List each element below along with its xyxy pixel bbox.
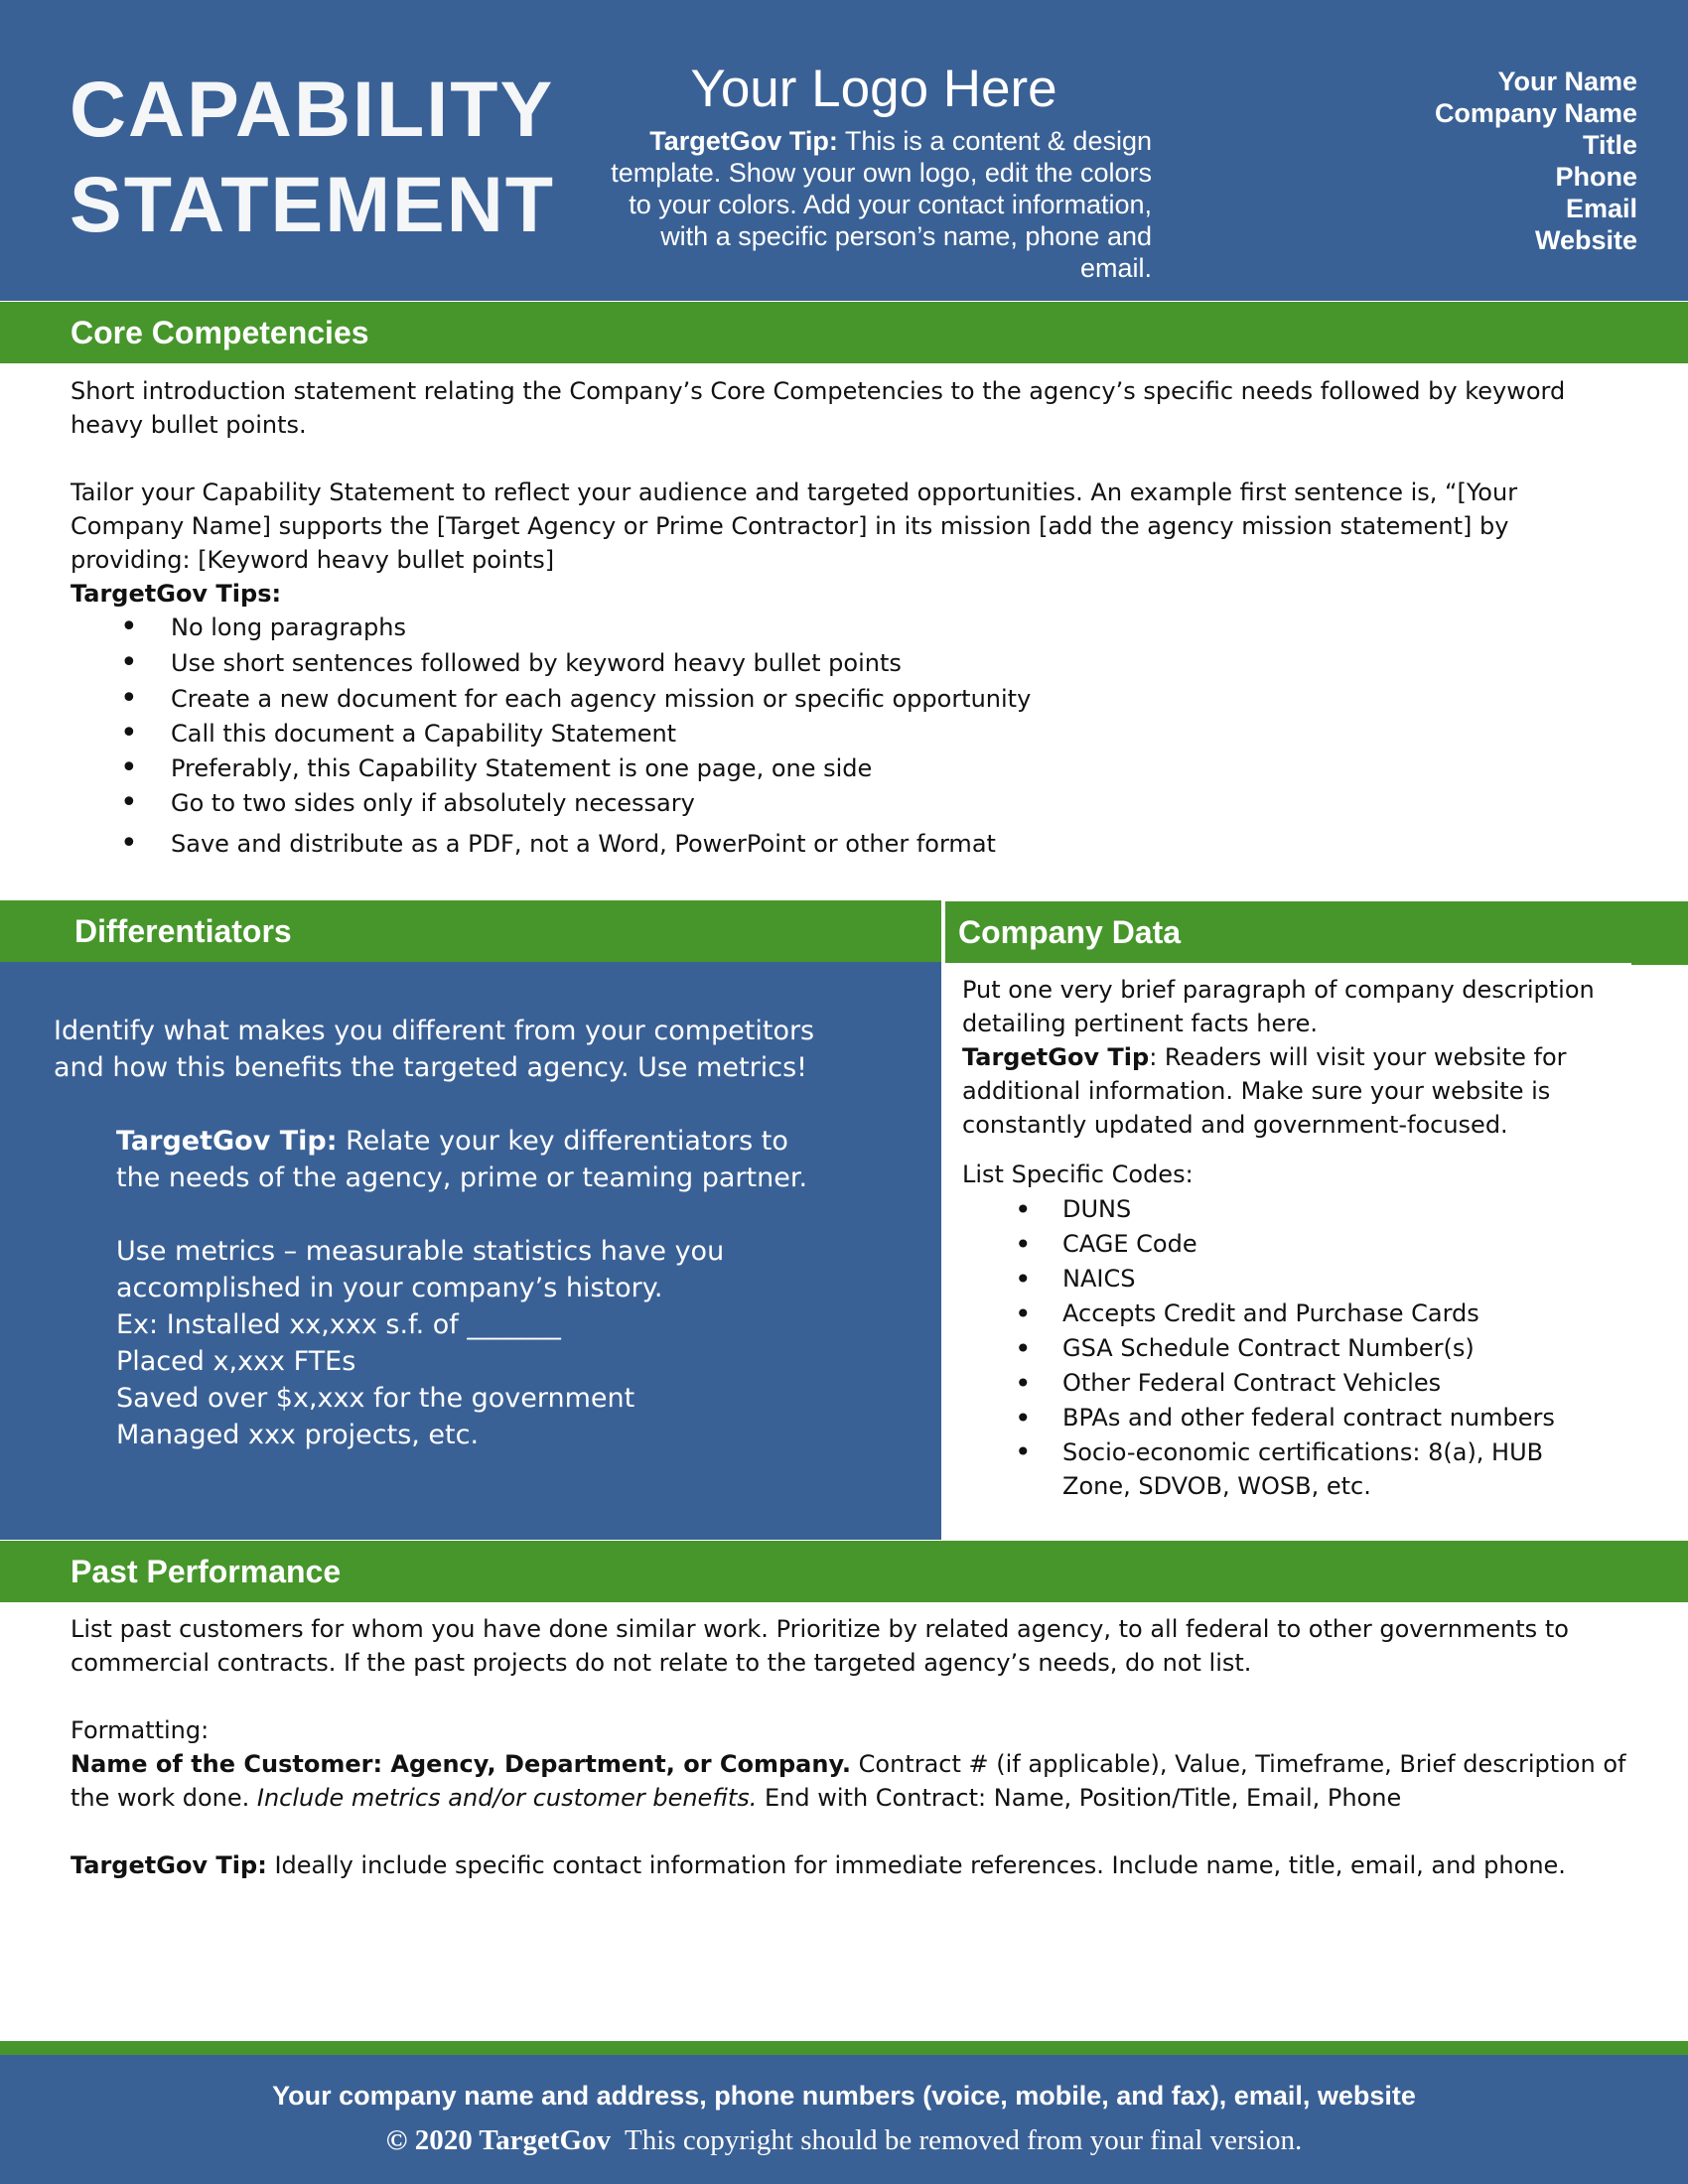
contact-phone: Phone (1555, 162, 1637, 192)
past-performance-heading: Past Performance (70, 1554, 342, 1589)
footer-contact-line: Your company name and address, phone numbers (voice, mobile, and fax), email, website (272, 2081, 1416, 2111)
core-competencies-body (70, 374, 1600, 861)
company-data-body (962, 973, 1608, 1503)
list-item: • Other Federal Contract Vehicles (962, 1366, 1608, 1401)
contact-title: Title (1582, 130, 1637, 160)
footer-copyright-label: © 2020 TargetGov (385, 2124, 612, 2156)
core-competencies-bar (0, 302, 1688, 363)
differentiators-example-1: Ex: Installed xx,xxx s.f. of _______ (116, 1309, 561, 1340)
past-customer-end: End with Contract: Name, Position/Title, Email, Phone (757, 1784, 1402, 1812)
header-tip-text: This is a content & design template. Show your own logo, edit the colors to your colors. Add your contact information, with a specific person’s name, phone and email. (611, 126, 1152, 283)
list-item: • No long paragraphs (70, 611, 1600, 646)
list-item: • Save and distribute as a PDF, not a Word, PowerPoint or other format (70, 827, 1600, 861)
list-item: • Call this document a Capability Statement (70, 717, 1600, 751)
company-description: Put one very brief paragraph of company description detailing pertinent facts here. (962, 976, 1595, 1037)
company-codes-list (962, 1192, 1608, 1503)
past-customer-bold: Name of the Customer: Agency, Department, or Company. (70, 1750, 852, 1778)
list-item: • GSA Schedule Contract Number(s) (962, 1331, 1608, 1366)
company-data-bar-accent (1631, 963, 1688, 965)
company-data-bar (945, 901, 1688, 963)
past-customer-format (70, 1747, 1639, 1815)
company-data-heading: Company Data (958, 914, 1182, 950)
document-title (70, 62, 555, 252)
header-tip (586, 125, 1152, 284)
header-tip-label: TargetGov Tip: (649, 126, 838, 156)
core-tips-label: TargetGov Tips: (70, 580, 282, 608)
core-tips-list (70, 611, 1600, 861)
differentiators-bar (0, 900, 941, 962)
differentiators-tip-text: Relate your key differentiators to the needs of the agency, prime or teaming partner. (116, 1126, 808, 1193)
differentiators-tip-label: TargetGov Tip: (116, 1126, 338, 1157)
list-item: • NAICS (962, 1262, 1608, 1297)
footer-banner (0, 2055, 1688, 2184)
list-item: • CAGE Code (962, 1227, 1608, 1262)
differentiators-metrics: Use metrics – measurable statistics have you accomplished in your company’s history. (116, 1236, 725, 1303)
title-line-2: STATEMENT (70, 160, 556, 248)
list-item: • Go to two sides only if absolutely necessary (70, 786, 1600, 827)
core-competencies-heading: Core Competencies (70, 315, 369, 350)
core-intro: Short introduction statement relating the Company’s Core Competencies to the agency’s specific needs followed by keyword heavy bullet points. (70, 377, 1566, 439)
past-intro: List past customers for whom you have done similar work. Prioritize by related agency, to all federal to other governments to commercial contracts. If the past projects do not relate to the targeted agency’s needs, do not list. (70, 1615, 1569, 1677)
differentiators-tip (116, 1123, 811, 1196)
past-tip-text: Ideally include specific contact information for immediate references. Include name, title, email, and phone. (266, 1851, 1566, 1879)
footer-accent-bar (0, 2041, 1688, 2055)
contact-company: Company Name (1434, 98, 1637, 128)
list-item: • BPAs and other federal contract numbers (962, 1401, 1608, 1435)
company-codes-label: List Specific Codes: (962, 1160, 1194, 1188)
title-line-1: CAPABILITY (70, 65, 555, 153)
company-tip-label: TargetGov Tip (962, 1043, 1150, 1071)
list-item: • Socio-economic certifications: 8(a), HUB Zone, SDVOB, WOSB, etc. (962, 1435, 1608, 1503)
contact-email: Email (1565, 194, 1637, 223)
list-item: • Use short sentences followed by keyword heavy bullet points (70, 646, 1600, 682)
list-item: • Create a new document for each agency mission or specific opportunity (70, 682, 1600, 717)
differentiators-intro: Identify what makes you different from your competitors and how this benefits the targeted agency. Use metrics! (54, 1016, 815, 1083)
past-formatting-label: Formatting: (70, 1716, 210, 1744)
differentiators-example-4: Managed xxx projects, etc. (116, 1420, 480, 1450)
core-tailor: Tailor your Capability Statement to reflect your audience and targeted opportunities. An example first sentence is, “[Your Company Name] supports the [Target Agency or Prime Contractor] in its mission [add the agency mission statement] by providing: [Keyword heavy bullet points] (70, 478, 1518, 574)
past-tip (70, 1848, 1639, 1882)
past-performance-body (70, 1612, 1639, 1882)
past-customer-italic: Include metrics and/or customer benefits. (256, 1784, 758, 1812)
past-tip-label: TargetGov Tip: (70, 1851, 267, 1879)
differentiators-example-2: Placed x,xxx FTEs (116, 1346, 356, 1377)
differentiators-example-3: Saved over $x,xxx for the government (116, 1383, 635, 1414)
list-item: • Accepts Credit and Purchase Cards (962, 1297, 1608, 1331)
company-tip (962, 1040, 1608, 1142)
contact-name: Your Name (1497, 67, 1637, 96)
differentiators-body (116, 1123, 811, 1453)
footer-copyright-note: This copyright should be removed from your final version. (611, 2124, 1303, 2156)
differentiators-heading: Differentiators (74, 913, 292, 949)
list-item: • DUNS (962, 1192, 1608, 1227)
company-tip-text: : Readers will visit your website for additional information. Make sure your website is constantly updated and government-focused. (962, 1043, 1567, 1139)
list-item: • Preferably, this Capability Statement is one page, one side (70, 751, 1600, 786)
past-performance-bar (0, 1541, 1688, 1602)
past-customer-text: Contract # (if applicable), Value, Timeframe, Brief description of the work done. (70, 1750, 1626, 1812)
contact-website: Website (1534, 225, 1637, 255)
contact-block (1291, 66, 1637, 256)
logo-placeholder: Your Logo Here (690, 60, 1057, 118)
footer-copyright (0, 2123, 1688, 2157)
